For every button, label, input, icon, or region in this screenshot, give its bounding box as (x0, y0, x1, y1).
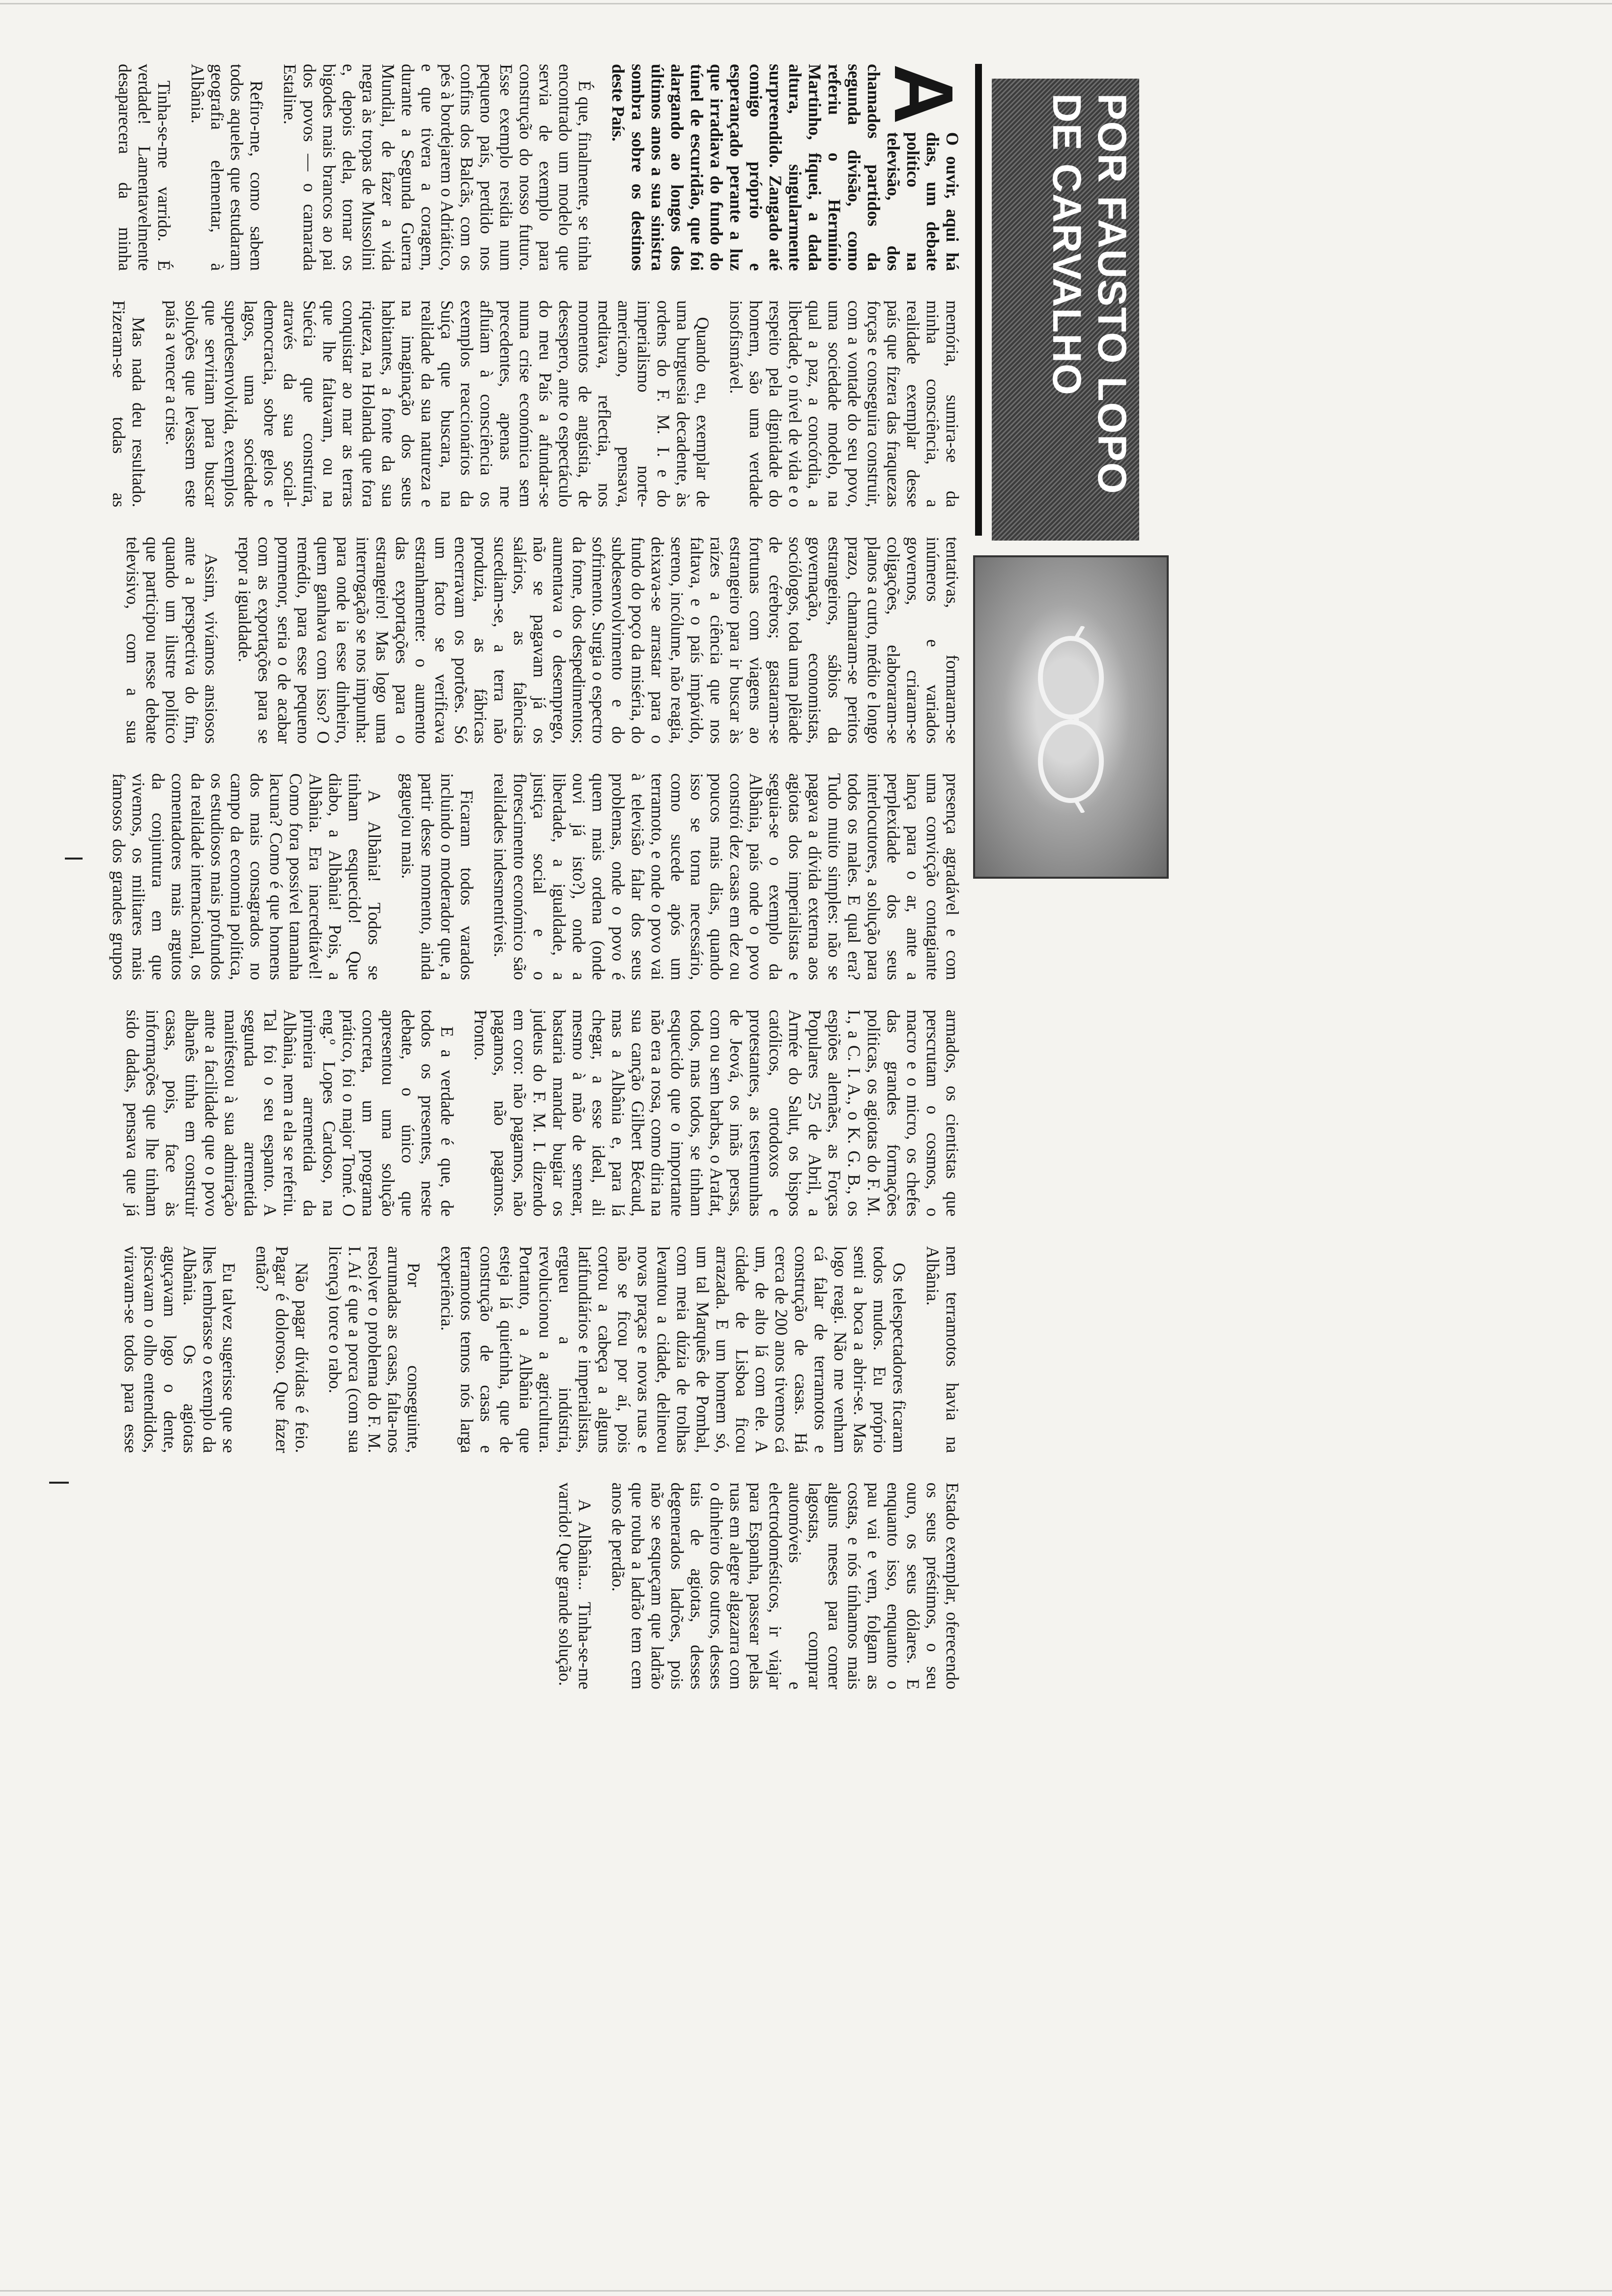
newspaper-clipping (92, 49, 1188, 2177)
paragraph-2: É que, finalmente, se tinha encontrado um modelo que servia de exemplo para construção do nosso futuro. Esse exemplo residia num pequeno país, perdido nos confins dos Balcãs, com os pés à bordejarem o Adriático, e que tivera a coragem, durante a Segunda Guerra Mundial, de fazer a vida negra às tropas de Mussolini e, depois dela, tornar os bigodes mais brancos ao pai dos povos — o camarada Estaline. (280, 64, 595, 271)
drop-cap: A (877, 64, 970, 124)
paragraph-1 (608, 64, 970, 271)
paragraph-5: Quando eu, exemplar de uma burguesia decadente, às ordens do F. M. I. e do imperialismo norte-americano, pensava, meditava, reflectia, nos momentos de angústia, de desespero, ante o espectáculo do meu País a afundar-se numa crise económica sem precedentes, apenas me afluíam à consciência os exemplos reaccionários da Suíça que buscara, na realidade da sua natureza e na imaginação dos seus habitantes, a fonte da sua riqueza, na Holanda que fora conquistar ao mar as terras que lhe faltavam, ou na Suécia que construíra, através da sua social-democracia, sobre gelos e lagos, uma sociedade superdesenvolvida, exemplos que serviriam para buscar soluções que levassem este país a vencer a crise. (162, 300, 713, 508)
byline-banner (992, 79, 1139, 541)
scan-border-bottom (0, 2290, 1612, 2292)
scan-speck (65, 858, 83, 860)
paragraph-11: Os telespectadores ficaram todos mudos. Eu próprio senti a boca a abrir-se. Mas logo reagi. Não me venham cá falar de terramotos e construção de casas. Há cerca de 200 anos tivemos cá um, de alto lá com ele. A cidade de Lisboa ficou arrazada. E um homem só, um tal Marquês de Pombal, com meia dúzia de trolhas levantou a cidade, delineou novas praças e novas ruas e não se ficou por aí, pois cortou a cabeça a alguns latifundiários e imperialistas, ergueu a indústria, revolucionou a agricultura. Portanto, a Albânia que esteja lá quietinha, que de construção de casas e terramotos temos nós larga experiência. (437, 1246, 909, 1453)
paragraph-9: A Albânia! Todos se tinham esquecido! Que diabo, a Albânia! Pois, a Albânia. Era inacreditável! Como fora possível tamanha lacuna? Como é que homens dos mais consagrados no campo da economia política, os estudiosos mais profundos da realidade internacional, os comentadores mais argutos da conjuntura em que vivemos, os militares mais famosos dos grandes grupos armados, os cientistas que perscrutam o cosmos, o macro e o micro, os chefes das grandes formações políticas, os agiotas do F. M. I., a C. I. A., o K. G. B., os espiões alemães, as Forças Populares 25 de Abril, a Armée do Salut, os bispos católicos, ortodoxos e protestantes, as testemunhas de Jeová, os imãs persas, com ou sem barbas, o Arafat, todos, mas todos, se tinham esquecido que o importante não era a rosa, como diria na sua canção Gilbert Bécaud, mas a Albânia e, para lá chegar, a esse ideal, ali mesmo à mão de semear, bastaria mandar bugiar os judeus do F. M. I. dizendo em coro: não pagamos, não pagamos, não pagamos. Pronto. (109, 773, 962, 1217)
paragraph-text: O ouvir, aqui há dias, um debate político na televisão, dos chamados partidos da segunda divisão, como referiu o Hermínio Martinho, fiquei, a dada altura, singularmente surpreendido. Zangado até comigo próprio e esperançado perante a luz que irradiava do fundo do túnel de escuridão, que foi alargando ao longos dos últimos anos a sua sinistra sombra sobre os destinos deste País. (608, 64, 962, 271)
paragraph-8: Ficaram todos varados incluindo o moderador que, a partir desse momento, ainda gaguejou mais. (398, 773, 477, 980)
article-header (975, 64, 1188, 536)
paragraph-14: Eu talvez sugerisse que se lhes lembrasse o exemplo da Albânia. Os agiotas aguçavam logo o dente, piscavam o olho entendidos, viravam-se todos para esse Estado exemplar, oferecendo os seus préstimos, o seu ouro, os seus dólares. E enquanto isso, enquanto o pau vai e vem, folgam as costas, e nós tínhamos mais alguns meses para comer lagostas, comprar automóveis e electrodomésticos, ir viajar para Espanha, passear pelas ruas em alegre algazarra com o dinheiro dos outros, desses tais de agiotas, desses degenerados ladrões, pois não se esqueçam que ladrão que rouba a ladrão tem cem anos de perdão. (121, 1246, 962, 1690)
article-byline: POR FAUSTO LOPO DE CARVALHO (1044, 93, 1134, 495)
paragraph-4: Tinha-se-me varrido. É verdade! Lamentavelmente desaparecera da minha memória, sumira-se da minha consciência, a realidade exemplar desse país que fizera das fraquezas forças e conseguira construir, com a vontade do seu povo, uma sociedade modelo, na qual a paz, a concórdia, a liberdade, o nível de vida e o respeito pela dignidade do homem, são uma verdade insofismável. (115, 64, 962, 508)
scan-border-top (0, 3, 1612, 4)
paragraph-12: Por conseguinte, arrumadas as casas, falta-nos resolver o problema do F. M. I. Aí é que a porca (com sua licença) torce o rabo. (325, 1246, 424, 1453)
paragraph-6: Mas nada deu resultado. Fizeram-se todas as tentativas, formaram-se inúmeros e variados governos, criaram-se coligações, elaboraram-se planos a curto, médio e longo prazo, chamaram-se peritos estrangeiros, sábios da governação, economistas, sociólogos, toda uma plêiade de cérebros; gastaram-se fortunas com viagens ao estrangeiro para ir buscar às raízes a ciência que nos faltava, e o país impávido, sereno, incólume, não reagia, deixava-se arrastar para o fundo do poço da miséria, do subdesenvolvimento e do sofrimento. Surgia o espectro da fome, dos despedimentos; aumentava o desemprego, não se pagavam já os salários, as falências sucediam-se, a terra não produzia, as fábricas encerravam os portões. Só um facto se verificava estranhamente: o aumento das exportações para o estrangeiro! Mas logo uma interrogação se nos impunha: para onde ia esse dinheiro, quem ganhava com isso? O remédio, para esse pequeno pormenor, seria o de acabar com as exportações para se repor a igualdade. (109, 300, 962, 744)
paragraph-13: Não pagar dívidas é feio. Pagar é doloroso. Que fazer então? (253, 1246, 312, 1453)
author-photo (973, 555, 1169, 879)
glasses-sketch (1019, 626, 1123, 813)
paragraph-7: Assim, vivíamos ansiosos ante a perspectiva do fim, quando um ilustre político que participou nesse debate televisivo, com a sua presença agradável e com uma convicção contagiante lança para o ar, ante a perplexidade dos seus interlocutores, a solução para todos os males. E qual era? Tudo muito simples: não se pagava a dívida externa aos agiotas dos imperialistas e seguia-se o exemplo da Albânia, país onde o povo constrói dez casas em dez ou poucos mais dias, quando isso se torna necessário, como sucede após um terramoto, e onde o povo vai à televisão falar dos seus problemas, onde o povo é quem mais ordena (onde ouvi já isto?), onde a liberdade, a igualdade, a justiça social e o florescimento económico são realidades indesmentíveis. (123, 537, 962, 980)
paragraph-15: A Albânia... Tinha-se-me varrido! Que grande solução. (555, 1482, 595, 1690)
scan-speck (49, 1482, 69, 1484)
paragraph-10: E a verdade é que, de todos os presentes, neste debate, o único que apresentou uma solução concreta, um programa prático, foi o major Tomé. O eng.º Lopes Cardoso, na primeira arremetida da Albânia, nem a ela se referiu. Tal foi o seu espanto. A segunda arremetida manifestou à sua admiração ante a facilidade que o povo albanês tinha em construir casas, pois, face às informações que lhe tinham sido dadas, pensava que já nem terramotos havia na Albânia. (123, 1009, 962, 1453)
article-body (107, 64, 970, 2162)
paragraph-3: Refiro-me, como sabem todos aqueles que estudaram geografia elementar, à Albânia. (188, 64, 266, 271)
